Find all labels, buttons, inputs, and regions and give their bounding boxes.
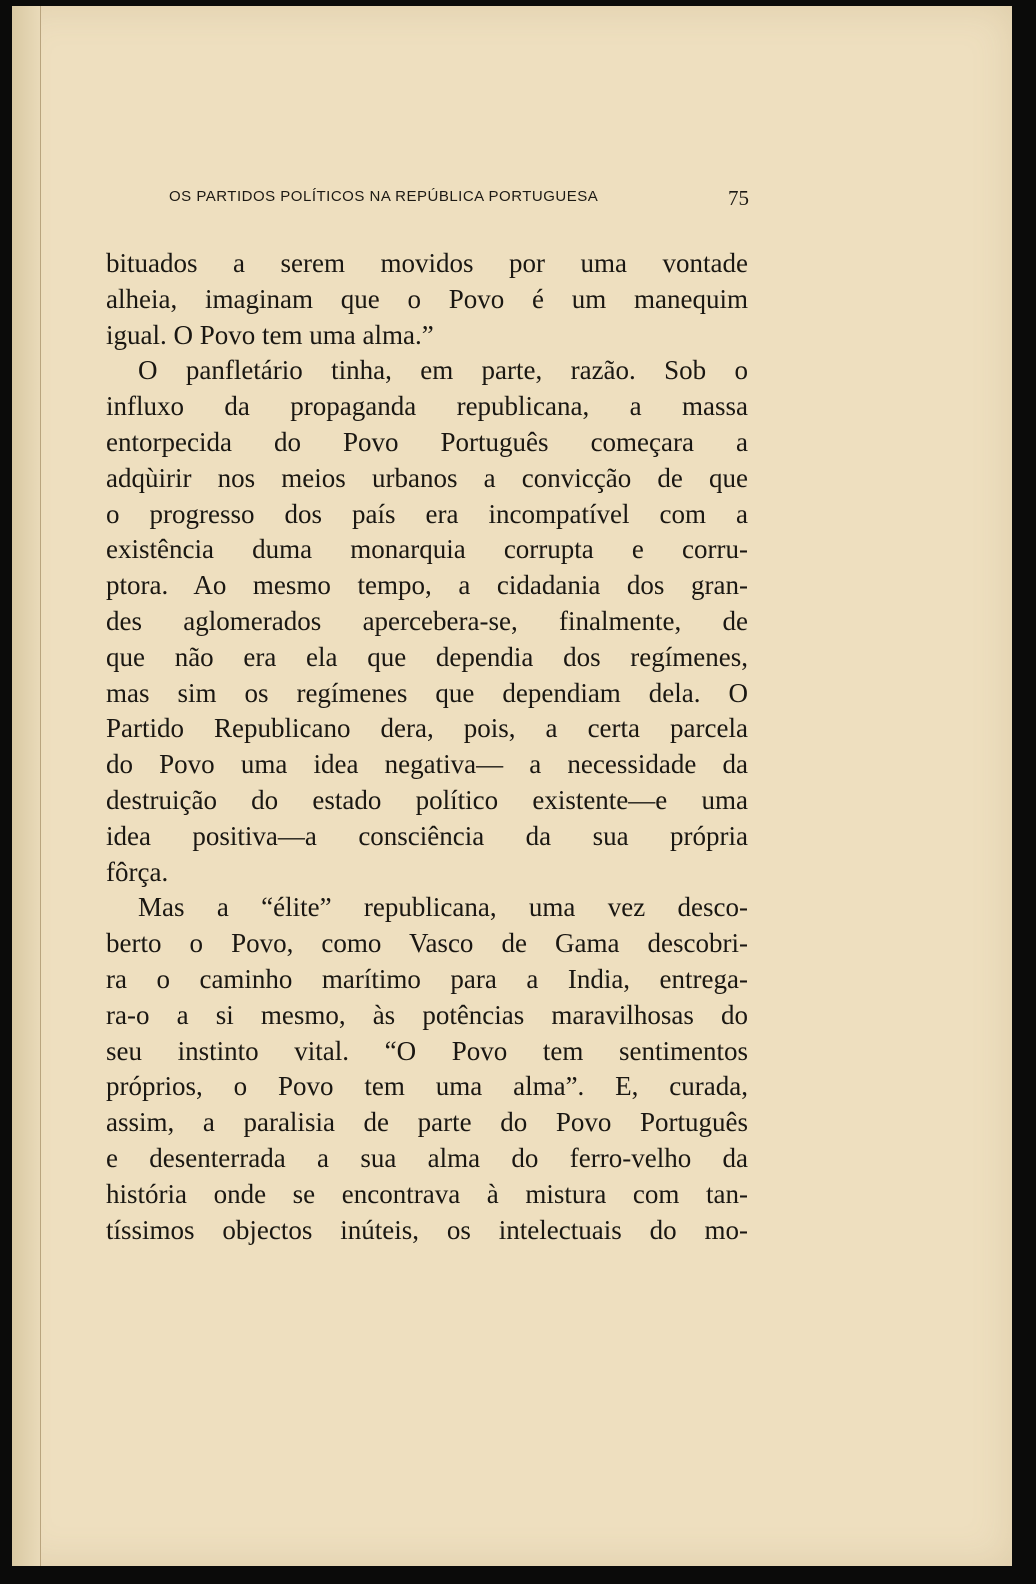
page-header <box>169 186 749 216</box>
text-line: adqùirir nos meios urbanos a convicção de que <box>106 462 748 493</box>
text-line: existência duma monarquia corrupta e corru- <box>106 534 748 565</box>
text-line: próprios, o Povo tem uma alma”. E, curada, <box>106 1071 748 1102</box>
book-page <box>12 6 1012 1566</box>
text-line: Partido Republicano dera, pois, a certa parcela <box>106 713 748 744</box>
text-line: idea positiva—a consciência da sua própria <box>106 820 748 851</box>
text-line: berto o Povo, como Vasco de Gama descobri- <box>106 928 748 959</box>
text-line: seu instinto vital. “O Povo tem sentimentos <box>106 1035 748 1066</box>
text-line: destruição do estado político existente—e uma <box>106 784 748 815</box>
text-line: igual. O Povo tem uma alma.” <box>106 319 434 350</box>
text-line: tíssimos objectos inúteis, os intelectuais do mo- <box>106 1214 748 1245</box>
text-line: do Povo uma idea negativa— a necessidade da <box>106 749 748 780</box>
text-line: assim, a paralisia de parte do Povo Português <box>106 1107 748 1138</box>
text-line: fôrça. <box>106 856 169 887</box>
text-line: entorpecida do Povo Português começara a <box>106 426 748 457</box>
body-text <box>106 246 748 1248</box>
text-line: ra-o a si mesmo, às potências maravilhosas do <box>106 999 748 1030</box>
text-line: e desenterrada a sua alma do ferro-velho da <box>106 1142 748 1173</box>
text-line: des aglomerados apercebera-se, finalmente, de <box>106 605 748 636</box>
text-line: que não era ela que dependia dos regímenes, <box>106 641 748 672</box>
text-line: alheia, imaginam que o Povo é um manequim <box>106 283 748 314</box>
text-line: ptora. Ao mesmo tempo, a cidadania dos gran- <box>106 570 748 601</box>
text-line: O panfletário tinha, em parte, razão. Sob o <box>138 355 748 386</box>
page-number: 75 <box>728 186 749 210</box>
running-title: OS PARTIDOS POLÍTICOS NA REPÚBLICA PORTUGUESA <box>169 188 599 205</box>
text-line: bituados a serem movidos por uma vontade <box>106 248 748 278</box>
text-line: Mas a “élite” republicana, uma vez desco- <box>138 892 748 923</box>
text-line: influxo da propaganda republicana, a massa <box>106 391 748 422</box>
text-line: ra o caminho marítimo para a India, entrega- <box>106 963 748 994</box>
text-line: o progresso dos país era incompatível com a <box>106 498 748 529</box>
text-line: história onde se encontrava à mistura com tan- <box>106 1178 748 1209</box>
text-line: mas sim os regímenes que dependiam dela. O <box>106 677 748 708</box>
page-gutter <box>12 6 41 1566</box>
